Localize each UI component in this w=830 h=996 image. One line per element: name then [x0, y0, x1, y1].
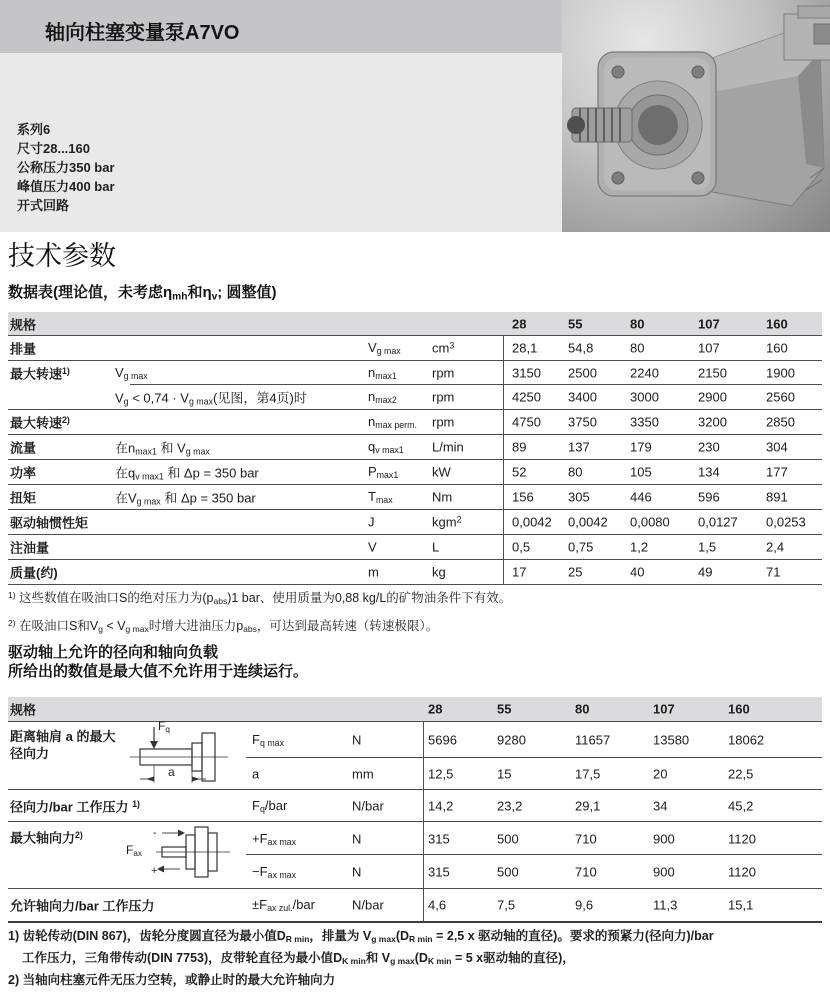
- cell: 18062: [728, 732, 765, 748]
- row-label: 径向力/bar 工作压力 $^{1)}$: [10, 798, 140, 814]
- row-unit: mm: [352, 766, 374, 781]
- radial-force-diagram: [126, 719, 236, 787]
- row-label: 驱动轴惯性矩: [10, 515, 89, 531]
- row-label: 允许轴向力/bar 工作压力: [10, 898, 155, 914]
- cell: 54,8: [568, 340, 594, 356]
- row-unit: $cm^3$: [432, 340, 455, 356]
- row-unit: kgm$^2$: [432, 514, 462, 530]
- cell: 500: [497, 864, 519, 879]
- cell: 710: [575, 864, 597, 879]
- cell: 177: [766, 464, 788, 480]
- cell: 134: [698, 464, 720, 480]
- row-symbol: a: [252, 766, 260, 781]
- spec-row-max-speed-2: [8, 409, 822, 434]
- bottom-note-2: 2) 当轴向柱塞元件无压力空转，或静止时的最大允许轴向力: [8, 973, 336, 987]
- row-unit: rpm: [432, 365, 455, 381]
- size-col: 160: [766, 316, 788, 331]
- a-label: a: [168, 765, 175, 779]
- spec-row-flow: [8, 434, 822, 459]
- cell: 15,1: [728, 897, 754, 913]
- cell: 11657: [575, 732, 611, 748]
- loads-heading: 驱动轴上允许的径向和轴向负载: [8, 644, 219, 661]
- cell: 1,2: [630, 539, 649, 555]
- cell: 17,5: [575, 766, 601, 781]
- cell: 0,75: [568, 539, 594, 555]
- row-label: 排量: [10, 341, 37, 357]
- axial-force-label: 最大轴向力$^{2)}$: [10, 830, 83, 846]
- cell: 900: [653, 831, 675, 846]
- cell: 71: [766, 564, 781, 580]
- size-col: 55: [497, 701, 512, 717]
- row-unit: N/bar: [352, 897, 384, 913]
- cell: 0,0127: [698, 514, 738, 530]
- cell: 0,0253: [766, 514, 806, 530]
- cell: 80: [630, 340, 645, 356]
- cell: 9280: [497, 732, 526, 748]
- cell: 49: [698, 564, 713, 580]
- product-info-panel: [0, 53, 562, 232]
- cell: 2850: [766, 414, 795, 430]
- row-label: 功率: [10, 465, 37, 481]
- spec-table-header: [8, 312, 822, 336]
- row-symbol: $V_{g max}$: [368, 339, 401, 357]
- row-condition: 在$q_{v max1}$ 和 Δp = 350 bar: [115, 465, 259, 482]
- cell: 156: [512, 489, 534, 505]
- spec-table: [8, 312, 822, 585]
- cell: 900: [653, 864, 675, 879]
- row-unit: rpm: [432, 389, 455, 405]
- cell: 1,5: [698, 539, 717, 555]
- cell: 500: [497, 831, 519, 846]
- cell: 2500: [568, 365, 597, 381]
- cell: 22,5: [728, 766, 754, 781]
- cell: 25: [568, 564, 583, 580]
- cell: 45,2: [728, 798, 754, 813]
- row-symbol: $n_{max1}$: [368, 364, 397, 382]
- row-symbol: $P_{max1}$: [368, 463, 399, 481]
- axial-force-diagram: [126, 821, 236, 883]
- table-subtitle: 数据表(理论值，未考虑$\eta_{mh}$和$\eta_v$; 圆整值): [8, 284, 277, 303]
- row-symbol: $T_{max}$: [368, 488, 393, 506]
- row-label: 质量(约): [10, 565, 58, 581]
- row-symbol: $F_{q max}$: [252, 731, 284, 749]
- cell: 17: [512, 564, 527, 580]
- row-unit: N: [352, 732, 362, 748]
- row-label: 流量: [10, 440, 37, 456]
- row-unit: L/min: [432, 439, 464, 455]
- row-unit: N: [352, 831, 362, 846]
- cell: 3350: [630, 414, 659, 430]
- cell: 29,1: [575, 798, 601, 813]
- cell: 304: [766, 439, 788, 455]
- row-symbol: $q_{v max1}$: [368, 438, 404, 456]
- row-symbol: $F_q$/bar: [252, 797, 288, 814]
- cell: 11,3: [653, 897, 678, 913]
- cell: 4250: [512, 389, 541, 405]
- row-condition: 在$V_{g max}$ 和 Δp = 350 bar: [115, 490, 256, 507]
- row-label: 最大转速$^{2)}$: [10, 415, 70, 431]
- cell: 3150: [512, 365, 541, 381]
- cell: 0,5: [512, 539, 531, 555]
- size-col: 160: [728, 701, 750, 717]
- product-photo: [562, 0, 830, 232]
- bottom-note-1-line-1: 1) 齿轮传动(DIN 867)，齿轮分度圆直径为最小值$D_{R min}$，排量为 $V_{g max}(D_{R min} = 2,5$ x 驱动轴的直径)。要求的预紧力(径向力)/bar: [8, 929, 714, 945]
- row-symbol: $-F_{ax max}$: [252, 863, 297, 880]
- cell: 14,2: [428, 798, 454, 813]
- radial-force-label: 距离轴肩 a 的最大 径向力: [10, 729, 116, 761]
- spec-row-max-speed-1: [8, 360, 822, 385]
- row-symbol: V: [368, 539, 377, 555]
- load-table: [8, 697, 822, 923]
- cell: 891: [766, 489, 788, 505]
- cell: 305: [568, 489, 590, 505]
- cell: 710: [575, 831, 597, 846]
- spec-row-power: [8, 459, 822, 484]
- load-header-label: 规格: [10, 702, 37, 718]
- row-unit: N: [352, 864, 362, 879]
- cell: 9,6: [575, 897, 594, 913]
- cell: 3750: [568, 414, 597, 430]
- row-label: 最大转速$^{1)}$: [10, 366, 70, 382]
- size-col: 55: [568, 316, 583, 331]
- footnote-1: $^{1)}$ 这些数值在吸油口S的绝对压力为$(p_{abs})1$ bar、使用质量为0,88 kg/L的矿物油条件下有效。: [8, 589, 512, 607]
- info-line-sizes: 尺寸28...160: [17, 141, 90, 156]
- cell: 1900: [766, 365, 795, 381]
- load-table-header: [8, 697, 822, 722]
- cell: 1120: [728, 831, 756, 846]
- cell: 2240: [630, 365, 659, 381]
- size-col: 80: [575, 701, 590, 717]
- fq-label: $F_q$: [158, 719, 170, 735]
- cell: 40: [630, 564, 645, 580]
- row-symbol: $\pm F_{ax zul.}$/bar: [252, 896, 315, 914]
- spec-row-inertia: [8, 509, 822, 534]
- footnote-2: $^{2)}$ 在吸油口S和$V_g < V_{g max}$时增大进油压力$p_{abs}$，可达到最高转速（转速极限）。: [8, 617, 439, 635]
- title-bar: [0, 0, 562, 53]
- info-line-peak-pressure: 峰值压力400 bar: [17, 179, 115, 194]
- cell: 2560: [766, 389, 795, 405]
- info-line-series: 系列6: [17, 122, 51, 137]
- size-col: 28: [428, 701, 443, 717]
- cell: 315: [428, 831, 450, 846]
- row-label: 扭矩: [10, 490, 37, 506]
- cell: 80: [568, 464, 583, 480]
- svg-text:-: -: [153, 827, 157, 839]
- row-symbol: $n_{max2}$: [368, 388, 397, 406]
- row-unit: kW: [432, 464, 451, 480]
- spec-row-fill-volume: [8, 534, 822, 559]
- row-symbol: $n_{max perm.}$: [368, 413, 417, 431]
- cell: 1120: [728, 864, 756, 879]
- cell: 0,0042: [512, 514, 552, 530]
- spec-row-max-speed-1b: [8, 385, 822, 409]
- spec-header-label: 规格: [10, 317, 37, 332]
- cell: 2150: [698, 365, 727, 381]
- cell: 23,2: [497, 798, 523, 813]
- cell: 179: [630, 439, 652, 455]
- cell: 12,5: [428, 766, 454, 781]
- cell: 230: [698, 439, 720, 455]
- row-condition: 在$n_{max1}$ 和 $V_{g max}$: [115, 440, 210, 457]
- svg-text:+: +: [151, 865, 158, 877]
- info-line-nominal-pressure: 公称压力350 bar: [17, 160, 115, 175]
- cell: 2900: [698, 389, 727, 405]
- row-condition: $V_g < 0,74 \cdot V_{g max}$(见图，第4页)时: [115, 390, 307, 407]
- pump-image: [562, 0, 830, 232]
- cell: 7,5: [497, 897, 516, 913]
- row-symbol: J: [368, 514, 375, 530]
- spec-row-torque: [8, 484, 822, 509]
- cell: 52: [512, 464, 527, 480]
- cell: 446: [630, 489, 652, 505]
- cell: 13580: [653, 732, 690, 748]
- cell: 596: [698, 489, 720, 505]
- cell: 15: [497, 766, 512, 781]
- cell: 137: [568, 439, 590, 455]
- load-row-fax-per-bar: [8, 888, 822, 921]
- size-col: 107: [653, 701, 675, 717]
- cell: 315: [428, 864, 450, 879]
- row-unit: rpm: [432, 414, 455, 430]
- size-col: 28: [512, 316, 527, 331]
- cell: 5696: [428, 732, 457, 748]
- cell: 89: [512, 439, 527, 455]
- page-title: 轴向柱塞变量泵A7VO: [45, 22, 240, 44]
- fax-label: $F_{ax}$: [126, 843, 142, 859]
- cell: 160: [766, 340, 788, 356]
- load-row-fq-per-bar: [8, 789, 822, 821]
- bottom-note-1-line-2: 工作压力，三角带传动(DIN 7753)，皮带轮直径为最小值$D_{K min}$和 $V_{g max}(D_{K min} = 5$ x驱动轴的直径)，: [22, 951, 575, 967]
- cell: 4750: [512, 414, 541, 430]
- cell: 0,0042: [568, 514, 608, 530]
- cell: 107: [698, 340, 720, 356]
- row-condition: $V_{g max}$: [115, 364, 148, 382]
- cell: 4,6: [428, 897, 447, 913]
- cell: 34: [653, 798, 668, 813]
- cell: 3400: [568, 389, 597, 405]
- loads-subheading: 所给出的数值是最大值不允许用于连续运行。: [8, 663, 309, 680]
- cell: 20: [653, 766, 668, 781]
- row-unit: kg: [432, 564, 446, 580]
- row-symbol: $+F_{ax max}$: [252, 830, 297, 847]
- row-unit: L: [432, 539, 440, 555]
- section-title: 技术参数: [8, 241, 116, 271]
- size-col: 80: [630, 316, 645, 331]
- spec-row-mass: [8, 559, 822, 584]
- row-symbol: m: [368, 564, 379, 580]
- info-line-circuit: 开式回路: [17, 198, 70, 213]
- row-unit: N/bar: [352, 798, 384, 813]
- cell: 3200: [698, 414, 727, 430]
- row-label: 注油量: [10, 540, 50, 556]
- size-col: 107: [698, 316, 720, 331]
- cell: 2,4: [766, 539, 785, 555]
- cell: 3000: [630, 389, 659, 405]
- cell: 28,1: [512, 340, 538, 356]
- spec-row-displacement: [8, 336, 822, 360]
- cell: 105: [630, 464, 652, 480]
- row-unit: Nm: [432, 489, 453, 505]
- cell: 0,0080: [630, 514, 670, 530]
